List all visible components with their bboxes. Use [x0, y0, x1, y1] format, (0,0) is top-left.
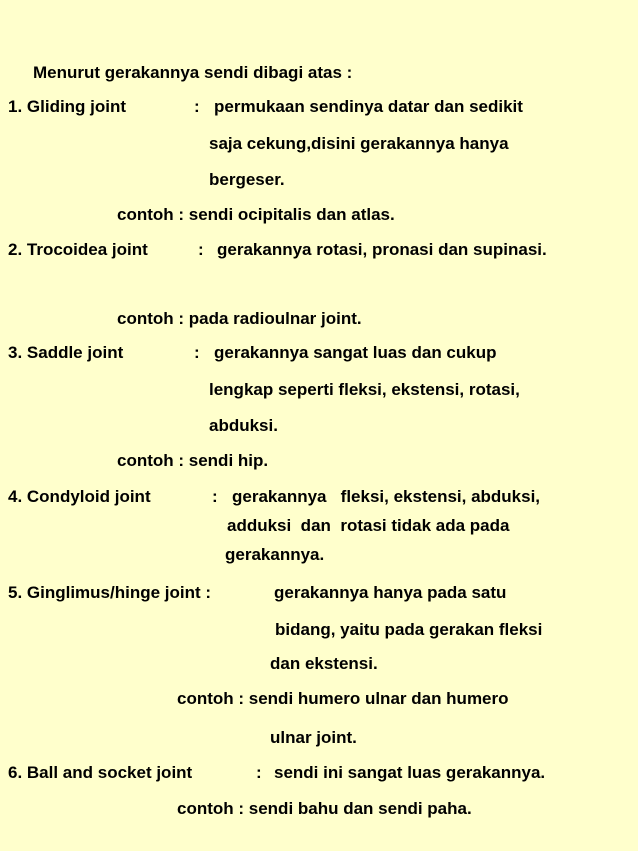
item-3-colon: : — [194, 343, 200, 362]
item-2-title: 2. Trocoidea joint — [8, 240, 148, 259]
item-6-colon: : — [256, 763, 262, 782]
item-2-colon: : — [198, 240, 204, 259]
item-1-desc-line-2: saja cekung,disini gerakannya hanya — [209, 134, 509, 153]
item-3-example: contoh : sendi hip. — [117, 451, 269, 470]
item-5-desc-line-3: dan ekstensi. — [270, 654, 378, 673]
item-5-title: 5. Ginglimus/hinge joint : — [8, 583, 212, 602]
item-6-title: 6. Ball and socket joint — [8, 763, 193, 782]
item-1-example: contoh : sendi ocipitalis dan atlas. — [117, 205, 395, 224]
item-3-desc-line-1: gerakannya sangat luas dan cukup — [214, 343, 497, 362]
item-5-example-line-1: contoh : sendi humero ulnar dan humero — [177, 689, 509, 708]
item-2-example: contoh : pada radioulnar joint. — [117, 309, 362, 328]
item-6-desc-line-1: sendi ini sangat luas gerakannya. — [274, 763, 546, 782]
item-3-title: 3. Saddle joint — [8, 343, 124, 362]
item-2-desc-line-1: gerakannya rotasi, pronasi dan supinasi. — [217, 240, 547, 259]
item-4-colon: : — [212, 487, 218, 506]
item-1-title: 1. Gliding joint — [8, 97, 127, 116]
item-5-example-line-2: ulnar joint. — [270, 728, 357, 747]
item-1-desc-line-1: permukaan sendinya datar dan sedikit — [214, 97, 523, 116]
item-4-desc-line-2: adduksi dan rotasi tidak ada pada — [227, 516, 510, 535]
item-6-example: contoh : sendi bahu dan sendi paha. — [177, 799, 472, 818]
item-3-desc-line-2: lengkap seperti fleksi, ekstensi, rotasi, — [209, 380, 520, 399]
item-1-desc-line-3: bergeser. — [209, 170, 285, 189]
item-5-desc-line-2: bidang, yaitu pada gerakan fleksi — [275, 620, 543, 639]
item-1-colon: : — [194, 97, 200, 116]
item-3-desc-line-3: abduksi. — [209, 416, 278, 435]
item-4-desc-line-1: gerakannya fleksi, ekstensi, abduksi, — [232, 487, 541, 506]
item-4-title: 4. Condyloid joint — [8, 487, 151, 506]
item-5-desc-line-1: gerakannya hanya pada satu — [274, 583, 507, 602]
intro-text: Menurut gerakannya sendi dibagi atas : — [33, 63, 353, 82]
item-4-desc-line-3: gerakannya. — [225, 545, 325, 564]
